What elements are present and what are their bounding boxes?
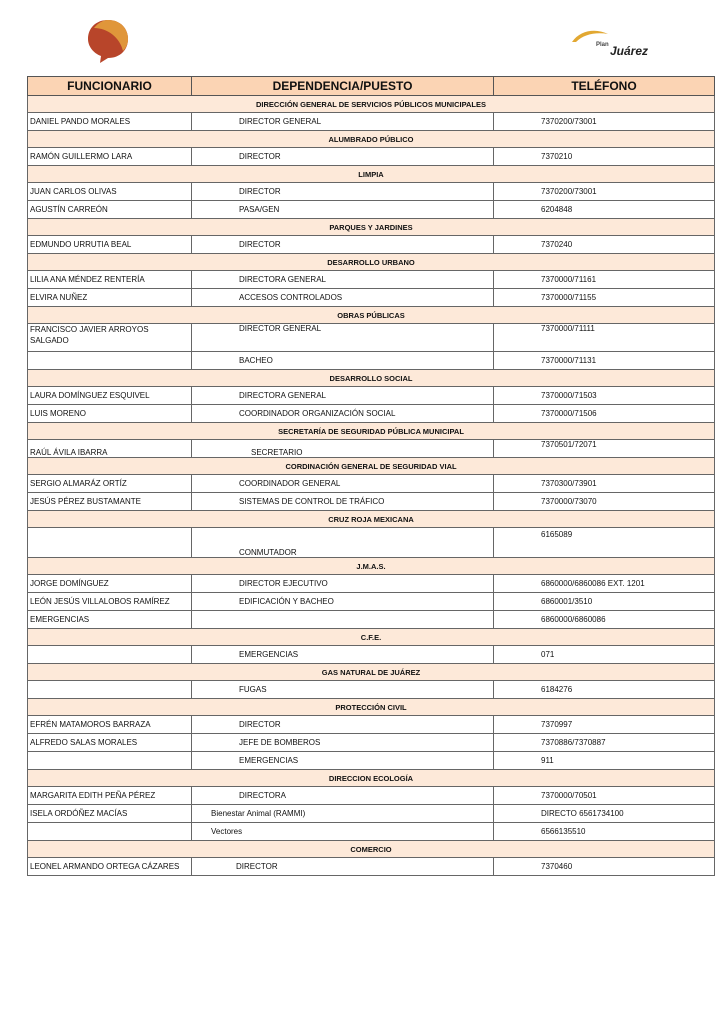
section-title: SECRETARÍA DE SEGURIDAD PÚBLICA MUNICIPAL: [28, 423, 715, 440]
table-row: [28, 575, 715, 593]
cell-telefono: 6165089: [494, 528, 715, 558]
section-title: LIMPIA: [28, 166, 715, 183]
table-row: [28, 734, 715, 752]
table-row: [28, 440, 715, 458]
cell-funcionario: JESÚS PÉREZ BUSTAMANTE: [28, 493, 192, 511]
cell-funcionario: LILIA ANA MÉNDEZ RENTERÍA: [28, 271, 192, 289]
cell-telefono: 7370240: [494, 236, 715, 254]
cell-funcionario: LEÓN JESÚS VILLALOBOS RAMÍREZ: [28, 593, 192, 611]
cell-funcionario: EFRÉN MATAMOROS BARRAZA: [28, 716, 192, 734]
cell-dependencia: DIRECTOR: [192, 236, 494, 254]
cell-funcionario: [28, 528, 192, 558]
cell-dependencia: EMERGENCIAS: [192, 752, 494, 770]
cell-telefono: 6860000/6860086: [494, 611, 715, 629]
section-title: DIRECCIÓN GENERAL DE SERVICIOS PÚBLICOS MUNICIPALES: [28, 96, 715, 113]
cell-funcionario: ELVIRA NUÑEZ: [28, 289, 192, 307]
cell-funcionario: EMERGENCIAS: [28, 611, 192, 629]
cell-funcionario: DANIEL PANDO MORALES: [28, 113, 192, 131]
red-de-vecinos-logo: [86, 18, 130, 64]
cell-telefono: 7370210: [494, 148, 715, 166]
cell-dependencia: DIRECTORA GENERAL: [192, 271, 494, 289]
section-header-row: [28, 370, 715, 387]
cell-telefono: 7370000/71131: [494, 352, 715, 370]
directory-table: [27, 76, 715, 876]
cell-telefono: 7370000/71503: [494, 387, 715, 405]
cell-telefono: 7370300/73901: [494, 475, 715, 493]
table-row: [28, 528, 715, 558]
section-header-row: [28, 131, 715, 148]
section-header-row: [28, 307, 715, 324]
table-row: [28, 593, 715, 611]
table-row: [28, 805, 715, 823]
section-header-row: [28, 458, 715, 475]
cell-dependencia: COORDINADOR ORGANIZACIÓN SOCIAL: [192, 405, 494, 423]
cell-telefono: 6860000/6860086 EXT. 1201: [494, 575, 715, 593]
cell-funcionario: RAÚL ÁVILA IBARRA: [28, 440, 192, 458]
table-body: [28, 96, 715, 876]
table-row: [28, 324, 715, 352]
section-header-row: [28, 664, 715, 681]
table-row: [28, 475, 715, 493]
cell-dependencia: DIRECTOR: [192, 148, 494, 166]
cell-dependencia: DIRECTORA GENERAL: [192, 387, 494, 405]
cell-dependencia: COORDINADOR GENERAL: [192, 475, 494, 493]
table-row: [28, 787, 715, 805]
cell-telefono: 6860001/3510: [494, 593, 715, 611]
cell-dependencia: DIRECTOR GENERAL: [192, 113, 494, 131]
cell-telefono: 7370997: [494, 716, 715, 734]
cell-telefono: 7370000/71161: [494, 271, 715, 289]
cell-funcionario: FRANCISCO JAVIER ARROYOS SALGADO: [28, 324, 192, 352]
cell-dependencia: CONMUTADOR: [192, 528, 494, 558]
section-title: J.M.A.S.: [28, 558, 715, 575]
cell-telefono: 7370460: [494, 858, 715, 876]
cell-telefono: 7370200/73001: [494, 183, 715, 201]
table-row: [28, 352, 715, 370]
cell-funcionario: MARGARITA EDITH PEÑA PÉREZ: [28, 787, 192, 805]
section-title: DIRECCION ECOLOGÍA: [28, 770, 715, 787]
section-title: CORDINACIÓN GENERAL DE SEGURIDAD VIAL: [28, 458, 715, 475]
cell-dependencia: SISTEMAS DE CONTROL DE TRÁFICO: [192, 493, 494, 511]
cell-telefono: 6204848: [494, 201, 715, 219]
section-title: DESARROLLO SOCIAL: [28, 370, 715, 387]
section-title: PARQUES Y JARDINES: [28, 219, 715, 236]
table-row: [28, 493, 715, 511]
header-funcionario: FUNCIONARIO: [28, 77, 192, 96]
section-header-row: [28, 629, 715, 646]
cell-dependencia: DIRECTOR GENERAL: [192, 324, 494, 352]
table-row: [28, 858, 715, 876]
table-row: [28, 716, 715, 734]
cell-telefono: 7370000/71155: [494, 289, 715, 307]
table-row: [28, 681, 715, 699]
table-row: [28, 183, 715, 201]
cell-telefono: 7370501/72071: [494, 440, 715, 458]
cell-funcionario: RAMÓN GUILLERMO LARA: [28, 148, 192, 166]
cell-telefono: 7370000/73070: [494, 493, 715, 511]
table-row: [28, 405, 715, 423]
table-row: [28, 236, 715, 254]
cell-telefono: 7370886/7370887: [494, 734, 715, 752]
table-row: [28, 113, 715, 131]
cell-dependencia: EDIFICACIÓN Y BACHEO: [192, 593, 494, 611]
cell-telefono: 7370200/73001: [494, 113, 715, 131]
cell-funcionario: EDMUNDO URRUTIA BEAL: [28, 236, 192, 254]
cell-funcionario: ISELA ORDÓÑEZ MACÍAS: [28, 805, 192, 823]
cell-dependencia: DIRECTOR EJECUTIVO: [192, 575, 494, 593]
section-header-row: [28, 841, 715, 858]
table-row: [28, 271, 715, 289]
cell-telefono: DIRECTO 6561734100: [494, 805, 715, 823]
section-title: DESARROLLO URBANO: [28, 254, 715, 271]
section-header-row: [28, 423, 715, 440]
header-dependencia: DEPENDENCIA/PUESTO: [192, 77, 494, 96]
section-title: OBRAS PÚBLICAS: [28, 307, 715, 324]
section-header-row: [28, 770, 715, 787]
cell-dependencia: PASA/GEN: [192, 201, 494, 219]
cell-dependencia: FUGAS: [192, 681, 494, 699]
section-title: COMERCIO: [28, 841, 715, 858]
cell-telefono: 7370000/71111: [494, 324, 715, 352]
cell-dependencia: SECRETARIO: [192, 440, 494, 458]
cell-telefono: 6566135510: [494, 823, 715, 841]
cell-dependencia: DIRECTOR: [192, 716, 494, 734]
cell-dependencia: EMERGENCIAS: [192, 646, 494, 664]
section-header-row: [28, 254, 715, 271]
table-row: [28, 387, 715, 405]
table-row: [28, 646, 715, 664]
section-title: CRUZ ROJA MEXICANA: [28, 511, 715, 528]
cell-telefono: 071: [494, 646, 715, 664]
section-title: GAS NATURAL DE JUÁREZ: [28, 664, 715, 681]
section-header-row: [28, 219, 715, 236]
cell-dependencia: DIRECTOR: [192, 858, 494, 876]
logo-plan-text: Plan: [596, 42, 609, 48]
table-row: [28, 823, 715, 841]
cell-dependencia: DIRECTOR: [192, 183, 494, 201]
table-row: [28, 611, 715, 629]
cell-funcionario: [28, 823, 192, 841]
plan-estrategico-juarez-logo: [566, 28, 648, 64]
section-header-row: [28, 511, 715, 528]
section-header-row: [28, 166, 715, 183]
cell-funcionario: SERGIO ALMARÁZ ORTÍZ: [28, 475, 192, 493]
cell-dependencia: BACHEO: [192, 352, 494, 370]
section-header-row: [28, 558, 715, 575]
cell-funcionario: [28, 352, 192, 370]
cell-dependencia: Bienestar Animal (RAMMI): [192, 805, 494, 823]
cell-dependencia: ACCESOS CONTROLADOS: [192, 289, 494, 307]
cell-dependencia: Vectores: [192, 823, 494, 841]
cell-funcionario: [28, 681, 192, 699]
table-row: [28, 201, 715, 219]
cell-telefono: 7370000/71506: [494, 405, 715, 423]
cell-telefono: 911: [494, 752, 715, 770]
cell-dependencia: JEFE DE BOMBEROS: [192, 734, 494, 752]
table-row: [28, 148, 715, 166]
table-header-row: [28, 77, 715, 96]
logo-juarez-text: Juárez: [610, 44, 649, 58]
cell-funcionario: AGUSTÍN CARREÓN: [28, 201, 192, 219]
cell-funcionario: [28, 646, 192, 664]
table-row: [28, 289, 715, 307]
cell-funcionario: JUAN CARLOS OLIVAS: [28, 183, 192, 201]
cell-telefono: 6184276: [494, 681, 715, 699]
cell-dependencia: [192, 611, 494, 629]
cell-funcionario: LAURA DOMÍNGUEZ ESQUIVEL: [28, 387, 192, 405]
cell-telefono: 7370000/70501: [494, 787, 715, 805]
header-telefono: TELÉFONO: [494, 77, 715, 96]
table-row: [28, 752, 715, 770]
cell-funcionario: [28, 752, 192, 770]
cell-dependencia: DIRECTORA: [192, 787, 494, 805]
cell-funcionario: JORGE DOMÍNGUEZ: [28, 575, 192, 593]
section-title: ALUMBRADO PÚBLICO: [28, 131, 715, 148]
cell-funcionario: LEONEL ARMANDO ORTEGA CÁZARES: [28, 858, 192, 876]
section-title: C.F.E.: [28, 629, 715, 646]
cell-funcionario: LUIS MORENO: [28, 405, 192, 423]
section-title: PROTECCIÓN CIVIL: [28, 699, 715, 716]
section-header-row: [28, 96, 715, 113]
cell-funcionario: ALFREDO SALAS MORALES: [28, 734, 192, 752]
section-header-row: [28, 699, 715, 716]
